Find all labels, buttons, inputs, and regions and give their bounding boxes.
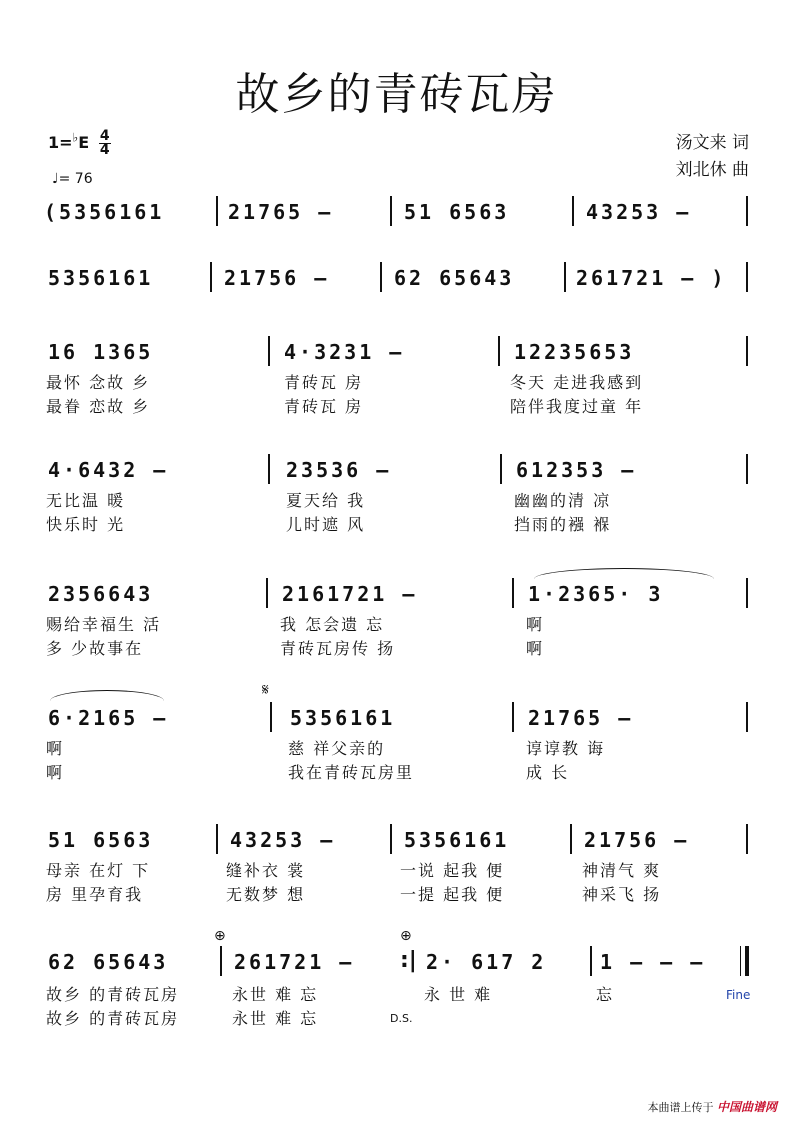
composer-credit: 刘北休 曲 [675,160,749,180]
lyric-verse1: 无比温 暖 [46,491,126,510]
measure: 5356161 [48,266,154,290]
barline [746,824,748,854]
lyric-verse1: 最怀 念故 乡 [46,373,151,392]
measure: 1·2365· 3 [528,582,664,606]
lyric-verse2: 我在青砖瓦房里 [288,763,415,782]
measure: 62 65643 [394,266,515,290]
lyric-verse2: 最眷 恋故 乡 [46,397,151,416]
lyric-verse2: 啊 [46,763,65,782]
measure: 21765 – [528,706,634,730]
lyric-verse1: 我 怎会遗 忘 [280,615,385,634]
time-bottom: 4 [99,142,110,158]
barline [266,578,268,608]
barline [746,336,748,366]
slur [534,568,714,579]
coda-mark: ⊕ [400,928,412,944]
lyric-verse2: 一提 起我 便 [400,885,505,904]
measure: 12235653 [514,340,635,364]
song-title: 故乡的青砖瓦房 [235,69,558,120]
lyric-verse2: 啊 [526,639,545,658]
measure: 2161721 – [282,582,418,606]
final-barline [740,946,749,976]
lyric-verse1: 谆谆教 诲 [526,739,606,758]
lyric-verse1: 母亲 在灯 下 [46,861,151,880]
barline [380,262,382,292]
measure: 6·2165 – [48,706,169,730]
barline [746,454,748,484]
lyric-verse1: 故乡 的青砖瓦房 [46,985,180,1004]
time-top: 4 [99,128,110,144]
measure: 261721 – [234,950,355,974]
lyric-verse2: 青砖瓦房传 扬 [280,639,396,658]
measure: 21756 – [224,266,330,290]
lyric-verse1: 冬天 走进我感到 [510,373,644,392]
lyric-verse1: 啊 [526,615,545,634]
lyric-verse1: 幽幽的清 凉 [514,491,612,510]
barline [746,262,748,292]
measure: 612353 – [516,458,637,482]
key-signature [48,130,111,157]
measure: 5356161 [290,706,396,730]
barline [512,702,514,732]
lyric-verse2: 神采飞 扬 [582,885,662,904]
lyric-verse1: 夏天给 我 [286,491,366,510]
key-tonic: E [78,133,90,152]
lyric-verse2: 成 长 [526,763,570,782]
measure: 5356161 [404,828,510,852]
site-logo[interactable]: 中国曲谱网 [716,1100,777,1114]
barline [570,824,572,854]
lyric-verse2: 房 里孕育我 [46,885,144,904]
lyric-verse2: 永世 难 忘 [232,1009,319,1028]
barline [590,946,592,976]
measure: 43253 – [230,828,336,852]
barline [216,824,218,854]
measure: 43253 – [586,200,692,224]
barline [746,702,748,732]
lyric-verse2: 快乐时 光 [46,515,126,534]
lyric-verse1: 神清气 爽 [582,861,662,880]
measure: 16 1365 [48,340,154,364]
lyricist-credit: 汤文来 词 [675,133,749,153]
barline [268,454,270,484]
lyric-verse1: 赐给幸福生 活 [46,615,162,634]
measure: 4·6432 – [48,458,169,482]
key-prefix: 1= [48,133,73,152]
barline [564,262,566,292]
segno-mark: 𝄋 [262,680,269,699]
measure: 1 – – – [600,950,706,974]
slur [50,690,164,701]
barline [268,336,270,366]
measure: 4·3231 – [284,340,405,364]
measure: 2· 617 2 [426,950,547,974]
ds-marking: D.S. [390,1012,413,1025]
lyric-verse2: 故乡 的青砖瓦房 [46,1009,180,1028]
measure: 23536 – [286,458,392,482]
barline [498,336,500,366]
measure: 51 6563 [48,828,154,852]
lyric-verse2: 无数梦 想 [226,885,306,904]
measure: 2356643 [48,582,154,606]
footer-text: 本曲谱上传于 [647,1101,714,1114]
barline [390,196,392,226]
barline [270,702,272,732]
flat-sign: ♭ [72,130,79,145]
lyric-verse1: 一说 起我 便 [400,861,505,880]
barline [500,454,502,484]
lyric-verse1: 永 世 难 [424,985,493,1004]
tempo-marking: ♩= 76 [52,171,93,187]
barline [746,578,748,608]
measure: 21765 – [228,200,334,224]
lyric-verse1: 慈 祥父亲的 [288,739,386,758]
barline [390,824,392,854]
lyric-verse2: 陪伴我度过童 年 [510,397,644,416]
lyric-verse2: 儿时遮 风 [286,515,366,534]
lyric-verse1: 啊 [46,739,65,758]
fine-marking: Fine [726,988,751,1002]
measure: 261721 – ) [576,266,727,290]
lyric-verse2: 青砖瓦 房 [284,397,364,416]
barline [572,196,574,226]
time-signature [99,130,111,157]
barline [512,578,514,608]
barline [746,196,748,226]
measure: 21756 – [584,828,690,852]
lyric-verse2: 多 少故事在 [46,639,144,658]
barline [216,196,218,226]
lyric-verse1: 永世 难 忘 [232,985,319,1004]
barline [210,262,212,292]
barline [220,946,222,976]
repeat-end-sign: :| [400,948,417,973]
lyric-verse1: 青砖瓦 房 [284,373,364,392]
lyric-verse2: 挡雨的襁 褓 [514,515,612,534]
measure: 62 65643 [48,950,169,974]
lyric-verse1: 忘 [596,985,615,1004]
coda-mark: ⊕ [214,928,226,944]
measure: 51 6563 [404,200,510,224]
lyric-verse1: 缝补衣 裳 [226,861,306,880]
measure: (5356161 [44,200,165,224]
footer [647,1098,777,1115]
